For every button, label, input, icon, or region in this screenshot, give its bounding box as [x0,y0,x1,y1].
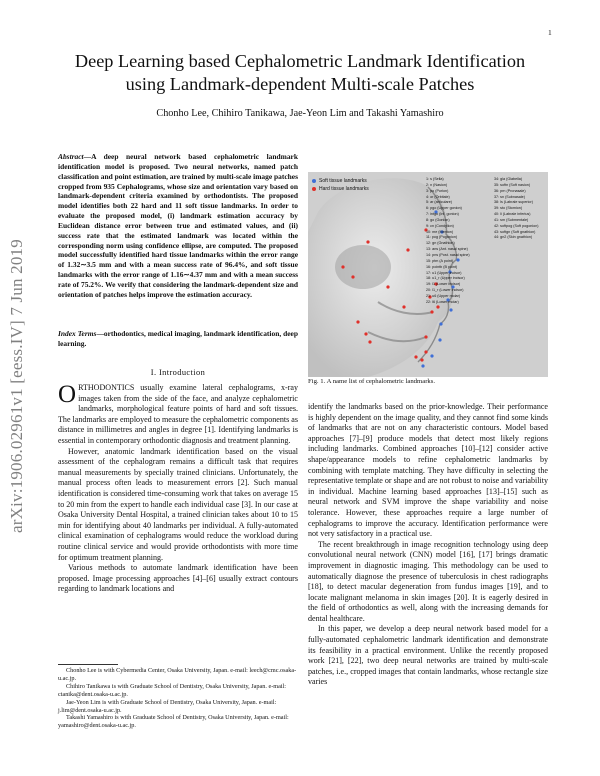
hard-landmark-label: 3: po (Porion) [426,188,449,193]
soft-landmark-label: 39: sto (Stomion) [494,206,523,211]
hard-landmark-label: 9: cn (Condylion) [426,223,454,228]
hard-landmark-label: 10: me (Menton) [426,229,454,234]
hard-landmark-label: 14: pns (Post. nasal spine) [426,252,470,257]
hard-landmark-label: 13: ans (Ant. nasal spine) [426,247,468,252]
hard-landmark-label: 18: u1_r (Upper incisor) [426,276,465,281]
hard-landmark-label: 19: l1 (Lower incisor) [426,282,461,287]
intro-paragraph-3: Various methods to automate landmark identification have been proposed. Image processing approaches [4]–[6] usually extract contours regarding to landmark locations and [58,563,298,594]
hard-landmark-label: 15: ptm (A point) [426,258,454,263]
hard-landmark-label: 17: u1 (Upper incisor) [426,270,462,275]
paper-title [40,50,560,96]
soft-landmark-label: 40: li (Labrale inferius) [494,212,531,217]
footnote-4: Takashi Yamashiro is with Graduate School of Dentistry, Osaka University, Japan. e-mail: yamashiro@dent.osaka-u.ac.jp. [58,714,289,730]
soft-landmark-label: 38: ls (Labrale superior) [494,200,533,205]
intro-p1-text: RTHODONTICS usually examine lateral cephalograms, x-ray images taken from the side of the face, and analyze cephalometric landmarks, morphological feature points of hard and soft tissues. The landmarks are employed to measure the cephalometric components as distance in millimetres and angles in degree [1]. Identifying landmarks is essential in contemporary orthodontic diagnosis and treatment planning. [58,383,298,445]
index-terms-text: —orthodontics, medical imaging, landmark identification, deep learning. [58,329,298,348]
soft-landmark-label: 42: softpog (Soft pogonion) [494,223,539,228]
index-terms [58,329,298,349]
intro-paragraph-r1: identify the landmarks based on the prior-knowledge. Their performance is highly dependent on the image quality, and they cannot find some kinds of landmarks that are not on any characteristic contours. Model based approaches [7]–[9] produce models that detect most likely regions including landmarks. Combined approaches [10]–[12] consider active shape/appearance models to refine cephalometric landmarks by combining with template matching. They have difficulty in selecting the representative template or shape and are not robust to noise and variability in individual. Machine learning based approaches [13]–[15] such as neural network and SVM improve the shape variability and noise tolerance. However, these approaches require a large number of cephalograms to improve the accuracy. Identification performance were not very satisfactory in a practical use. [308,402,548,539]
abstract-text: —A deep neural network based cephalometric landmark identification model is proposed. Two neural networks, named patch classification and point estimation, are trained by multi-scale image patches cropped from 935 Cephalograms, whose size and orientation vary based on landmark-dependent criteria examined by orthodontists. The proposed model identifies both 22 hard and 11 soft tissue landmarks. In order to evaluate the proposed model, (i) landmark estimation accuracy by Euclidean distance error between true and estimated values, and (ii) success rate that the estimated landmark was located within the corresponding norm using confidence ellipse, are computed. The proposed model successfully identified hard tissue landmarks within the error range of 1.32∼3.5 mm and with a mean success rate of 96.4%, and soft tissue landmarks with the error range of 1.16∼4.37 mm and with a mean success rate of 75.2%. We verify that considering the landmark-dependent size and orientation of patches helps improve the estimation accuracy. [58,152,298,299]
soft-landmark-label: 44: gn2 (Skin gnathion) [494,235,533,240]
soft-landmark-label: 41: sm (Submentale) [494,217,529,222]
footnote-2: Chihiro Tanikawa is with Graduate School of Dentistry, Osaka University, Japan. e-mail: ctanika@dent.osaka-u.ac.jp. [58,682,286,698]
title-line-1: Deep Learning based Cephalometric Landmark Identification [74,51,526,71]
arxiv-id: arXiv:1906.02961v1 [eess.IV] 7 Jun 2019 [7,239,26,533]
hard-landmark-label: 7: intgo (Inf. gonion) [426,212,459,217]
hard-landmark-label: 12: gn (Gnathion) [426,241,455,246]
title-line-2: using Landmark-dependent Multi-scale Patches [125,74,475,94]
soft-landmark-label: 43: softgn (Soft gnathion) [494,229,536,234]
hard-legend-marker [312,187,316,191]
author-list: Chonho Lee, Chihiro Tanikawa, Jae-Yeon Lim and Takashi Yamashiro [156,108,444,119]
section-heading-introduction: I. Introduction [150,368,206,377]
soft-landmark-label: 37: sn (Subnasale) [494,194,525,199]
hard-landmark-label: 5: ar (articulare) [426,200,453,205]
figure-cephalogram [308,172,548,377]
soft-landmark-list [494,177,539,241]
hard-landmark-label: 22: l6 (Lower molar) [426,299,459,304]
intro-paragraph-r3: In this paper, we develop a deep neural network based model for a fully-automated cephalometric landmark identification and demonstrate its feasibility in a practical environment. Unlike the recently proposed work [21], [22], two deep neural networks are trained by multi-scale patches, i.e., cropped images that contain landmarks, whose rectangle size varies [308,624,548,687]
abstract-label: Abstract [58,152,84,161]
intro-paragraph-1 [58,383,298,447]
hard-landmark-label: 8: go (Gonion) [426,217,450,222]
intro-right-column [308,402,548,688]
footnote-3: Jae-Yeon Lim is with Graduate School of Dentistry, Osaka University, Japan. e-mail: j.lim@dent.osaka-u.ac.jp. [58,698,277,714]
soft-legend-marker [312,179,316,183]
footnote-rule [58,664,118,665]
hard-landmark-label: 20: l1_r (Lower incisor) [426,288,464,293]
legend-soft-label: Soft tissue landmarks [319,178,367,184]
hard-landmark-label: 21: u6 (Upper molar) [426,293,461,298]
hard-landmark-list [426,177,470,306]
footnote-1: Chonho Lee is with Cybermedia Center, Osaka University, Japan. e-mail: leech@cmc.osaka-u.ac.jp. [58,667,297,682]
footnotes [58,667,298,730]
index-terms-label: Index Terms [58,329,97,338]
intro-paragraph-r2: The recent breakthrough in image recognition technology using deep convolutional neural network (CNN) model [16], [17] brings dramatic improvement in diagnostic imaging. This methodology can be used to automatically diagnose the presence of tuberculosis in chest radiographs [18], to detect macular degeneration from fundus images [19], and to locate malignant melanoma in skin images [20]. It is eagerly desired in the field of orthodontics as well, along with the increasing demands for dental healthcare. [308,539,548,623]
page-number: 1 [548,28,552,37]
hard-landmark-label: 6: pgo (Upper gonion) [426,206,462,211]
figure-caption: Fig. 1. A name list of cephalometric landmarks. [308,378,436,385]
hard-landmark-label: 11: pog (Pogonion) [426,235,458,240]
soft-landmark-label: 34: gla (Glabella) [494,177,523,181]
hard-landmark-label: 2: n (Nasion) [426,182,448,187]
intro-left-column [58,383,298,595]
figure-legend [312,178,369,193]
hard-landmark-label: 1: s (Sella) [426,177,444,181]
drop-cap: O [58,381,77,408]
soft-landmark-label: 36: prn (Pronasale) [494,188,526,193]
hard-landmark-label: 4: or (Orbitale) [426,194,450,199]
abstract [58,152,298,300]
soft-landmark-label: 35: softn (Soft nasion) [494,182,531,187]
intro-paragraph-2: However, anatomic landmark identification based on the visual assessment of the cephalogram remains a difficult task that requires manual measurements by specially trained clinicians. Unfortunately, the manual process often leads to measurement errors [2]. Such manual identification is considered time-consuming work that takes on average 15 to 20 min from the expert to handle each individual case [3]. In our case at Osaka University Dental Hospital, a trained clinician takes about 10 to 15 min for identifying about 40 landmarks per individual. A fully-automated clinical examination of cephalograms would reduce the workload during routine clinical service and would provide orthodontists with more time for optimum treatment planning. [58,446,298,562]
arxiv-stamp [2,196,32,576]
legend-hard-label: Hard tissue landmarks [319,185,369,192]
hard-landmark-label: 16: pointb (B point) [426,264,458,269]
